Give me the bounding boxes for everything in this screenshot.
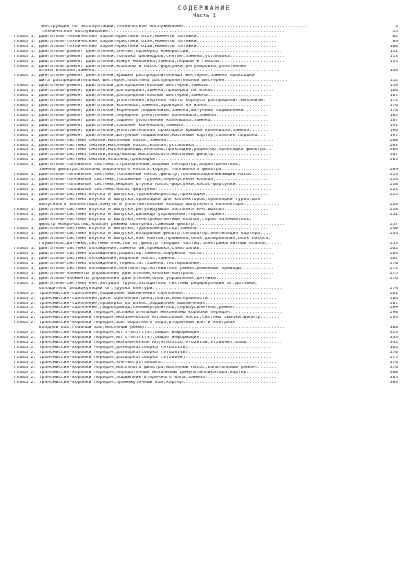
toc-page-number: 196: [389, 128, 398, 133]
toc-page-number: 287: [389, 301, 398, 306]
toc-entry-text: Глава 2. Трансмиссия-сцепление,проверка на износ,подшипник выключения..........................: [14, 301, 277, 306]
toc-entry-text: Глава 1. Двигатели-система охлаждения,замена ОЖ,промывка,слив/залив..........................: [14, 247, 272, 252]
toc-page-number: 293: [389, 316, 398, 321]
toc-page-number: 226: [389, 202, 398, 207]
toc-entry-text: Глава 1. Двигатели-топливная система,топливный насос,фильтр,топливоподкачивающий насос.......: [14, 173, 272, 178]
toc-entry-text: глушитель,датчики,система очистки ОГ,фильтр твердых частиц,электромагнитный клапан......: [14, 242, 283, 247]
toc-page-number: 187: [389, 118, 398, 123]
toc-page-number: 185: [389, 113, 398, 118]
toc-entry-text: Глава 1. Двигатели-система впуска и выпуска,турбокомпрессор,прокладки.......................: [14, 192, 269, 197]
toc-entry-text: Глава 1. Двигатели-ремонт двигателей,распредвал,замена,проверка на износ......................: [14, 89, 274, 94]
toc-entry-text: Глава 2. Трансмиссия-коробки передач,снятие/установка..........................................: [14, 360, 277, 365]
toc-entry-text: Глава 1. Двигатели-система впуска и выпуска,электромагнитный клапан,горно-заземлитель,: [14, 217, 252, 222]
toc-entry-text: Глава 2. Трансмиссия-коробки передач,механическая КП(АТО3112D,VTO2814B,VT2009B),валы.............: [14, 341, 283, 345]
toc-entry-text: Глава 2. Трансмиссия-коробки передач,разборка/сборка (VT2009B)...............................: [14, 355, 272, 360]
toc-entry-text: Глава 2. Трансмиссия-сцепление,подшипник выключения сцепления................................: [14, 291, 272, 296]
toc-entry-text: Глава 2. Трансмиссия-коробки передач,вал обратного хода,вторичный вал и контрвал: [14, 321, 236, 326]
toc-page-number: 82: [392, 34, 398, 39]
toc-entry-text: входной вал,главный вал,масляный ремонт..................................................: [14, 326, 286, 331]
toc-entry-text: Глава 1. Двигатели-система впуска и выпуска,регулирующая заслонка EPG,выхлоп................: [14, 207, 269, 212]
toc-page-number: 209: [389, 168, 398, 173]
toc-page-number: 240: [389, 227, 398, 232]
toc-entry-text: Глава 1. Двигатели-система смазки,вход/выход маслонасоса,масляный фильтр.....................: [14, 153, 272, 158]
toc-entry-text: Глава 1. Двигатели-система охлаждения,водяной насос,замена...................................: [14, 257, 272, 262]
part-label: Часть 1: [193, 13, 216, 19]
toc-page-number: 231: [389, 212, 398, 217]
toc-entry-text: Глава 1. Двигатели-ремонт двигателей,переднее уплотнение коленвала,замена...................: [14, 113, 269, 118]
toc-page-number: 218: [389, 183, 398, 187]
toc-entry-text: Глава 1. Двигатели-топливная система,топливные трубки,перепускной клапан,...................: [14, 178, 269, 183]
toc-page-number: 375: [389, 355, 398, 360]
toc-entry-text: Глава 1. Двигатели-технические характеристики D12F,моменты затяжки.............................: [14, 34, 277, 39]
toc-entry-text: Глава 1. Двигатели-ремонт двигателей,распределительные шестерни,замена.......................: [14, 84, 272, 89]
toc-page-number: 191: [389, 123, 398, 128]
toc-entry-text: Глава 2. Трансмиссия-коробки передач,вспомогательные механизмы коробки передач...................: [14, 311, 283, 316]
toc-page-number: 149: [389, 69, 398, 74]
toc-page-number: 100: [389, 44, 398, 49]
toc-entry-text: Глава 1. Двигатели-система смазки,клапаны,прокладки.........................................: [14, 158, 269, 163]
toc-page-number: 278: [389, 286, 398, 291]
toc-entry-text: Глава 1. Двигатели-система впуска и выпуска,турбокомпрессор,замена..........................: [14, 227, 269, 232]
toc-entry-text: Глава 1. Двигатели-ремонт двигателей,головка цилиндров,снятие,замена,установка....................: [14, 54, 286, 59]
toc-entry-text: Глава 1. Двигатели-топливная система,страховочный,водный сепаратор,водоотделитель,: [14, 163, 241, 168]
toc-entry-text: Глава 1. Двигатели-ремонт двигателей,шатунные подшипники,масляный картер,сальник подвона...: [14, 133, 266, 138]
toc-page-number: 197: [389, 133, 398, 138]
table-of-contents: [14, 25, 398, 385]
toc-entry-text: фильтр макрочастиц,клапан режима обогрева,сажевый фильтр.................................: [14, 222, 286, 227]
toc-entry-text: Глава 2. Трансмиссия-коробки передач,передаточные механизмы демультипликатора,картер............: [14, 370, 280, 375]
toc-entry-text: Глава 1. Двигатели-система охлаждения,вентилятор,натяжитель ремня,ременные приводы............: [14, 266, 274, 271]
toc-entry-text: Глава 1. Двигатели-ремонт двигателей,крышки распределительных шестерен,замена прокладки: [14, 74, 255, 79]
toc-entry-text: Глава 1. Двигатели-топливная система,медная втулка насос-форсунки,насос-форсунки.............: [14, 183, 272, 187]
toc-page-number: 204: [389, 148, 398, 153]
toc-entry-text: Глава 1. Двигатели-технические характеристики D13A,моменты затяжки.............................: [14, 39, 277, 44]
toc-entry-text: замена фильтра,клапаны подкачного насоса,корпус топливного фильтра.....................: [14, 168, 280, 173]
toc-entry-text: Глава 1. Двигатели-система впуска и выпуска,воздушный фильтр,сепаратор,вентиляция картера....: [14, 232, 272, 237]
toc-entry-text: охладитель рециркуляции ОГ,трубка Вентури...............................................: [14, 286, 283, 291]
toc-page-number: 201: [389, 143, 398, 148]
toc-page-number: 264: [389, 252, 398, 257]
toc-page-number: 221: [389, 187, 398, 192]
toc-entry-text: Инструкция по эксплуатации,техническое обслуживание.............................................: [14, 25, 308, 29]
toc-entry-text: Глава 2. Трансмиссия-сцепление,диск сцепления,цена,плиты,неисправности.........................: [14, 296, 277, 301]
toc-page-number: 323: [389, 331, 398, 336]
toc-page-number: 237: [389, 222, 398, 227]
toc-page-number: 389: [389, 380, 398, 385]
toc-page-number: 363: [389, 345, 398, 350]
toc-entry-text: Глава 1. Двигатели-система впуска и выпуска,прокладки для коллекторов,прокладки турбо,для: [14, 197, 261, 202]
toc-page-number: 253: [389, 242, 398, 247]
toc-entry-text: Глава 1. Двигатели-ремонт двигателей,заднее уплотнение коленвала,замена.....................: [14, 118, 269, 123]
toc-page-number: 111: [389, 49, 398, 54]
toc-page-number: 4: [395, 25, 398, 29]
toc-entry-text: Глава 1. Двигатели-технические характеристики D13B,моменты затяжки.............................: [14, 44, 277, 49]
toc-entry-text: щита распределительных шестерен,пластина распределительной шестерни.......................: [14, 79, 288, 84]
toc-page-number: 156: [389, 84, 398, 89]
toc-entry-text: Глава 2. Трансмиссия-сцепление,гидропривод,пневмоусилитель,сервоусилитель,ремонт...............: [14, 306, 277, 311]
toc-page-number: 213: [389, 173, 398, 178]
page-title: СОДЕРЖАНИЕ: [177, 5, 232, 12]
toc-entry-text: Глава 2. Трансмиссия-коробки передач,разборка/сборка (VTO2814B)..............................: [14, 350, 272, 355]
toc-entry: [14, 381, 398, 386]
toc-entry-text: выпускного коллектора,хомуты и уплотнительные кольца выпускного коллектора.............: [14, 202, 280, 207]
toc-entry-text: Глава 1. Двигатели-ремонт двигателей,коренные подшипники,замена,шатунные подшипники........: [14, 108, 266, 113]
toc-page-number: 214: [389, 178, 398, 183]
toc-entry-text: Глава 2. Трансмиссия-коробки передач,КП I-Shift(S),общая информация............................: [14, 336, 277, 341]
toc-page-number: 272: [389, 266, 398, 271]
toc-entry-text: Глава 1. Двигатели-элементы управления двигателем,кнопки-контроль.............................: [14, 271, 274, 276]
toc-page-number: 207: [389, 153, 398, 158]
toc-entry-text: Глава 1. Двигатели-система смазки,масляный насос,замена.......................................: [14, 138, 274, 143]
toc-entry-text: Глава 1. Двигатели-ремонт двигателей,уплотнительная прокладка крышки коленвала,замена.......: [14, 128, 269, 133]
toc-page-number: 333: [389, 336, 398, 341]
toc-entry-text: Глава 1. Двигатели-система охлаждения,радиатор,замена,наружная часть..........................: [14, 252, 274, 257]
toc-entry-text: Глава 1. Двигатели-система впуска и выпуска,цилиндр управления,горный тормоз................: [14, 212, 269, 217]
toc-entry-text: штока клапана,замена...................................................................: [14, 69, 280, 74]
toc-page-number: 376: [389, 365, 398, 370]
toc-page-number: 289: [389, 306, 398, 311]
toc-page-number: 228: [389, 207, 398, 212]
toc-page-number: 262: [389, 247, 398, 252]
toc-entry-text: Глава 1. Двигатели-ремонт двигателей,коленвал,замена,проверка на износ.......................: [14, 104, 272, 108]
toc-entry-text: Глава 1. Двигатели-ремонт двигателей,клапаны и насос-форсунки,регулировка,уплотнение: [14, 64, 247, 69]
toc-page-number: 300: [389, 326, 398, 331]
toc-entry-text: Глава 1. Двигатели-система впуска и выпуска,бак AdBlue,промывка,блок дозирования,блок насоса,: [14, 237, 272, 242]
toc-page-number: 135: [389, 59, 398, 64]
toc-page-number: 281: [389, 291, 398, 296]
toc-page-number: 342: [389, 341, 398, 345]
toc-page-number: 284: [389, 296, 398, 301]
toc-page-number: 176: [389, 104, 398, 108]
toc-entry-text: Глава 1. Двигатели-топливная система,насос-форсунки..........................................: [14, 187, 272, 192]
toc-page-number: 113: [389, 54, 398, 59]
toc-entry-text: Глава 1. Двигатели-система смазки,маслопроводы,клапаны,прокладки,радиатор,прокладка фильтра..: [14, 148, 272, 153]
toc-page-number: 275: [389, 271, 398, 276]
toc-page-number: 376: [389, 360, 398, 365]
toc-page-number: 225: [389, 192, 398, 197]
toc-entry-text: Глава 2. Трансмиссия-коробки передач,механическая КП,масляный насос,система смазки,фильтр.......: [14, 316, 280, 321]
toc-page-number: 276: [389, 276, 398, 281]
toc-entry-text: Глава 1. Двигатели-ремонт двигателей,уплотнения,верхняя часть корпуса распределит.механизм.: [14, 99, 266, 104]
toc-page-number: 172: [389, 99, 398, 104]
toc-page-number: 200: [389, 138, 398, 143]
toc-entry-text: Глава 2. Трансмиссия-коробки передач,промежуточный вал,картер..................................: [14, 380, 277, 385]
toc-entry-text: Глава 1. Двигатели-система смазки,масляный насос,клапан,установка.............................: [14, 143, 274, 148]
toc-page-number: 243: [389, 232, 398, 237]
toc-page-number: 380: [389, 370, 398, 375]
toc-entry-text: Глава 1. Двигатели-ремонт двигателей,кожух маховика,замена,поршни и гильзы........................: [14, 59, 286, 64]
toc-page-number: 178: [389, 108, 398, 113]
toc-entry-text: Глава 1. Двигатели-ремонт двигателей,распределительные шестерни,замена.......................: [14, 94, 272, 99]
toc-entry-text: Глава 2. Трансмиссия-коробки передач,КП I-Shift(S),общая информация............................: [14, 331, 277, 336]
toc-page-number: 290: [389, 311, 398, 316]
toc-entry-text: Глава 1. Двигатели-ремонт двигателей,снятие,проверка компрессии..................................: [14, 49, 283, 54]
toc-entry-text: Техническое обслуживание................................................................: [14, 29, 286, 34]
toc-entry-text: Глава 2. Трансмиссия-коробки передач,подшипник вторичного вала,замена..........................: [14, 375, 277, 380]
toc-page-number: 55: [392, 29, 398, 34]
toc-page-number: 167: [389, 94, 398, 99]
toc-entry-text: Глава 1. Двигатели-ремонт двигателей,сальник коленвала,замена...............................: [14, 123, 269, 128]
toc-entry-text: Глава 1. Двигатели-элементы управления двигателем,блок управления,датчики....................: [14, 276, 272, 281]
toc-entry-text: Глава 2. Трансмиссия-коробки передач,разборка/сборка (АТО3112D)..............................: [14, 345, 272, 350]
toc-page-number: 166: [389, 89, 398, 94]
toc-page-number: 385: [389, 375, 398, 380]
toc-entry-text: Глава 1. Двигатели-система охлаждения,термостат,замена,тестирование..........................: [14, 262, 272, 266]
toc-page-number: 205: [389, 158, 398, 163]
toc-page-number: 152: [389, 79, 398, 84]
toc-page-number: 270: [389, 262, 398, 266]
toc-page-number: 89: [392, 39, 398, 44]
toc-page-number: 370: [389, 350, 398, 355]
toc-entry-text: Глава 2. Трансмиссия-коробки передач,масляного фильтра,масляный насос,капитальный ремонт.......: [14, 365, 277, 370]
toc-entry-text: Глава 1. Двигатели-система EGR,несущая труба,охладитель системы рециркуляции ОГ,датчики,: [14, 281, 258, 286]
toc-page-number: 267: [389, 257, 398, 262]
